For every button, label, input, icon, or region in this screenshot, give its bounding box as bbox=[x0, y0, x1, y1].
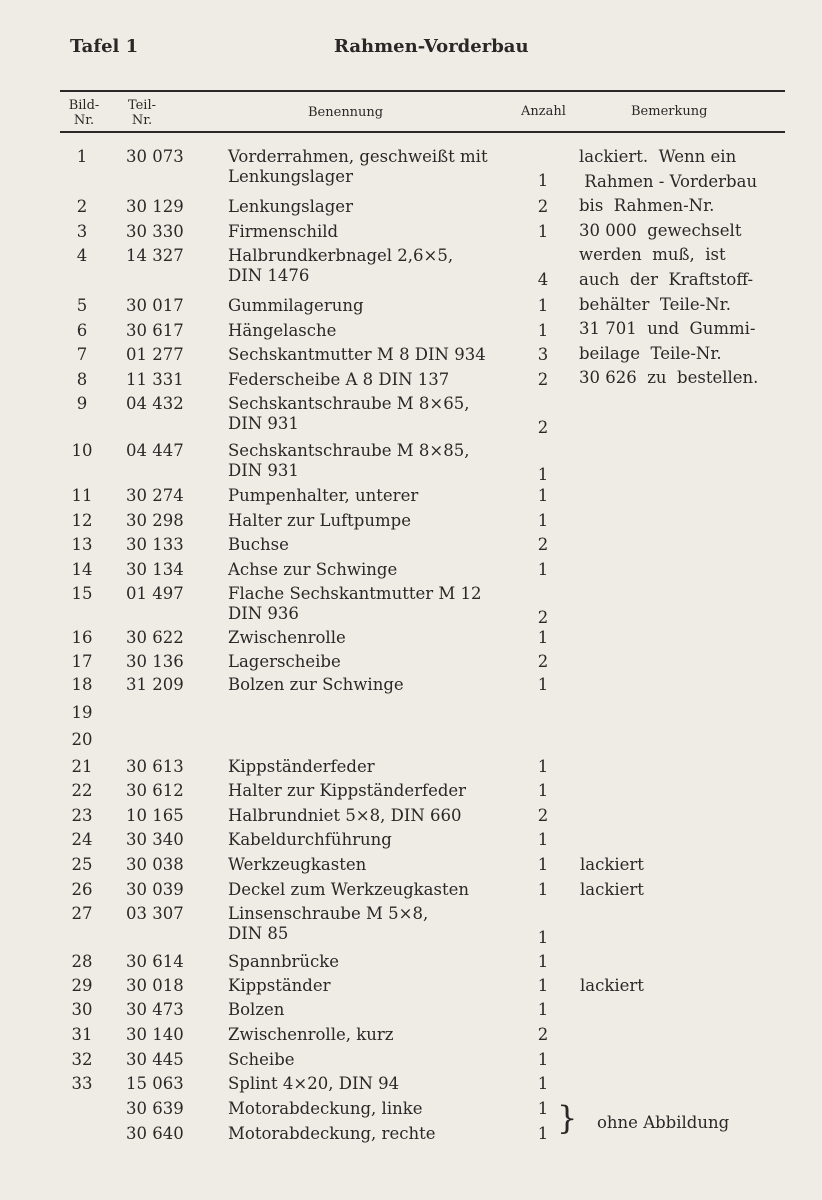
benennung-cell: Sechskantmutter M 8 DIN 934 bbox=[228, 345, 486, 364]
bild-nr-cell: 28 bbox=[71, 952, 93, 971]
remark-line: lackiert. Wenn ein bbox=[579, 147, 737, 166]
benennung-cell: Kabeldurchführung bbox=[228, 830, 392, 849]
anzahl-cell: 1 bbox=[537, 171, 549, 190]
benennung-cell: Deckel zum Werkzeugkasten bbox=[228, 880, 469, 899]
anzahl-cell: 1 bbox=[537, 296, 549, 315]
anzahl-cell: 1 bbox=[537, 1050, 549, 1069]
anzahl-cell: 2 bbox=[537, 535, 549, 554]
remark-line: Rahmen - Vorderbau bbox=[579, 171, 758, 191]
bild-nr-cell: 17 bbox=[71, 652, 93, 671]
anzahl-cell: 1 bbox=[537, 928, 549, 947]
anzahl-cell: 1 bbox=[537, 1074, 549, 1093]
bild-nr-cell: 5 bbox=[76, 296, 88, 315]
benennung-cell: Achse zur Schwinge bbox=[228, 560, 398, 579]
anzahl-cell: 1 bbox=[537, 880, 549, 899]
remark-line: 31 701 und Gummi- bbox=[579, 319, 756, 339]
bild-nr-cell: 12 bbox=[71, 511, 93, 530]
bild-nr-cell: 31 bbox=[71, 1025, 93, 1044]
teil-nr-cell: 30 298 bbox=[126, 511, 184, 530]
bild-nr-cell: 32 bbox=[71, 1050, 93, 1069]
bemerkung-cell: lackiert bbox=[580, 976, 644, 995]
bild-nr-cell: 9 bbox=[76, 394, 88, 413]
teil-nr-cell: 30 129 bbox=[126, 197, 184, 216]
remark-line: 30 626 zu bestellen. bbox=[579, 368, 759, 388]
bild-nr-cell: 14 bbox=[71, 560, 93, 579]
column-header-bemerkung: Bemerkung bbox=[631, 104, 708, 119]
benennung-cell: Vorderrahmen, geschweißt mit Lenkungslager bbox=[228, 147, 488, 186]
teil-nr-cell: 30 330 bbox=[126, 222, 184, 241]
benennung-cell: Motorabdeckung, linke bbox=[228, 1099, 423, 1118]
anzahl-cell: 1 bbox=[537, 1000, 549, 1019]
bild-nr-cell: 4 bbox=[76, 246, 88, 265]
anzahl-cell: 1 bbox=[537, 486, 549, 505]
bild-nr-cell: 23 bbox=[71, 806, 93, 825]
teil-nr-cell: 30 133 bbox=[126, 535, 184, 554]
benennung-cell: Splint 4×20, DIN 94 bbox=[228, 1074, 400, 1093]
bild-nr-cell: 30 bbox=[71, 1000, 93, 1019]
benennung-cell: Pumpenhalter, unterer bbox=[228, 486, 419, 505]
bild-nr-cell: 11 bbox=[71, 486, 93, 505]
teil-nr-cell: 30 473 bbox=[126, 1000, 184, 1019]
teil-nr-cell: 10 165 bbox=[126, 806, 184, 825]
anzahl-cell: 2 bbox=[537, 806, 549, 825]
teil-nr-cell: 30 140 bbox=[126, 1025, 184, 1044]
bild-nr-cell: 20 bbox=[71, 730, 93, 749]
anzahl-cell: 1 bbox=[537, 781, 549, 800]
teil-nr-cell: 30 445 bbox=[126, 1050, 184, 1069]
anzahl-cell: 4 bbox=[537, 270, 549, 289]
anzahl-cell: 1 bbox=[537, 675, 549, 694]
bild-nr-cell: 3 bbox=[76, 222, 88, 241]
bild-nr-cell: 15 bbox=[71, 584, 93, 603]
benennung-cell: Bolzen bbox=[228, 1000, 285, 1019]
column-header-teil: Teil- Nr. bbox=[127, 98, 157, 128]
anzahl-cell: 2 bbox=[537, 370, 549, 389]
benennung-cell: Flache Sechskantmutter M 12 DIN 936 bbox=[228, 584, 482, 623]
remark-line: beilage Teile-Nr. bbox=[579, 343, 722, 363]
benennung-cell: Sechskantschraube M 8×65, DIN 931 bbox=[228, 394, 470, 433]
benennung-cell: Halbrundkerbnagel 2,6×5, DIN 1476 bbox=[228, 246, 454, 285]
bild-nr-cell: 24 bbox=[71, 830, 93, 849]
teil-nr-cell: 04 447 bbox=[126, 441, 184, 460]
bild-nr-cell: 22 bbox=[71, 781, 93, 800]
benennung-cell: Spannbrücke bbox=[228, 952, 340, 971]
benennung-cell: Halbrundniet 5×8, DIN 660 bbox=[228, 806, 462, 825]
teil-nr-cell: 30 038 bbox=[126, 855, 184, 874]
column-header-bild: Bild- Nr. bbox=[68, 98, 100, 128]
benennung-cell: Zwischenrolle bbox=[228, 628, 346, 647]
bild-nr-cell: 10 bbox=[71, 441, 93, 460]
benennung-cell: Zwischenrolle, kurz bbox=[228, 1025, 394, 1044]
bild-nr-cell: 7 bbox=[76, 345, 88, 364]
benennung-cell: Bolzen zur Schwinge bbox=[228, 675, 404, 694]
teil-nr-cell: 30 039 bbox=[126, 880, 184, 899]
benennung-cell: Halter zur Kippständerfeder bbox=[228, 781, 467, 800]
column-header-benennung: Benennung bbox=[308, 105, 384, 120]
teil-nr-cell: 30 613 bbox=[126, 757, 184, 776]
bild-nr-cell: 19 bbox=[71, 703, 93, 722]
teil-nr-cell: 30 340 bbox=[126, 830, 184, 849]
anzahl-cell: 2 bbox=[537, 418, 549, 437]
teil-nr-cell: 01 277 bbox=[126, 345, 184, 364]
benennung-cell: Scheibe bbox=[228, 1050, 295, 1069]
bild-nr-cell: 33 bbox=[71, 1074, 93, 1093]
remark-line: werden muß, ist bbox=[579, 245, 726, 265]
anzahl-cell: 1 bbox=[537, 976, 549, 995]
remark-line: bis Rahmen-Nr. bbox=[579, 196, 715, 216]
benennung-cell: Gummilagerung bbox=[228, 296, 364, 315]
benennung-cell: Linsenschraube M 5×8, DIN 85 bbox=[228, 904, 429, 943]
benennung-cell: Lagerscheibe bbox=[228, 652, 341, 671]
anzahl-cell: 2 bbox=[537, 652, 549, 671]
bild-nr-cell: 13 bbox=[71, 535, 93, 554]
teil-nr-cell: 30 622 bbox=[126, 628, 184, 647]
bild-nr-cell: 1 bbox=[76, 147, 88, 166]
teil-nr-cell: 30 136 bbox=[126, 652, 184, 671]
benennung-cell: Kippständerfeder bbox=[228, 757, 375, 776]
benennung-cell: Firmenschild bbox=[228, 222, 339, 241]
teil-nr-cell: 30 017 bbox=[126, 296, 184, 315]
teil-nr-cell: 31 209 bbox=[126, 675, 184, 694]
bemerkung-cell: lackiert bbox=[580, 880, 644, 899]
teil-nr-cell: 30 617 bbox=[126, 321, 184, 340]
anzahl-cell: 1 bbox=[537, 952, 549, 971]
remark-line: 30 000 gewechselt bbox=[579, 220, 742, 240]
anzahl-cell: 2 bbox=[537, 197, 549, 216]
header-rule-top bbox=[60, 90, 785, 92]
page-title: Rahmen-Vorderbau bbox=[334, 36, 529, 57]
header-rule-bottom bbox=[60, 131, 785, 133]
bracket-note: ohne Abbildung bbox=[597, 1113, 730, 1132]
bild-nr-cell: 18 bbox=[71, 675, 93, 694]
teil-nr-cell: 04 432 bbox=[126, 394, 184, 413]
benennung-cell: Federscheibe A 8 DIN 137 bbox=[228, 370, 450, 389]
teil-nr-cell: 30 073 bbox=[126, 147, 184, 166]
plate-number: Tafel 1 bbox=[70, 36, 139, 57]
anzahl-cell: 1 bbox=[537, 855, 549, 874]
anzahl-cell: 3 bbox=[537, 345, 549, 364]
benennung-cell: Motorabdeckung, rechte bbox=[228, 1124, 436, 1143]
column-header-anzahl: Anzahl bbox=[521, 104, 566, 119]
bild-nr-cell: 8 bbox=[76, 370, 88, 389]
teil-nr-cell: 30 134 bbox=[126, 560, 184, 579]
anzahl-cell: 1 bbox=[537, 628, 549, 647]
anzahl-cell: 1 bbox=[537, 511, 549, 530]
teil-nr-cell: 03 307 bbox=[126, 904, 184, 923]
bild-nr-cell: 16 bbox=[71, 628, 93, 647]
bild-nr-cell: 27 bbox=[71, 904, 93, 923]
teil-nr-cell: 30 612 bbox=[126, 781, 184, 800]
anzahl-cell: 2 bbox=[537, 1025, 549, 1044]
anzahl-cell: 1 bbox=[537, 830, 549, 849]
anzahl-cell: 1 bbox=[537, 757, 549, 776]
bild-nr-cell: 29 bbox=[71, 976, 93, 995]
anzahl-cell: 2 bbox=[537, 608, 549, 627]
benennung-cell: Hängelasche bbox=[228, 321, 337, 340]
teil-nr-cell: 11 331 bbox=[126, 370, 184, 389]
bild-nr-cell: 21 bbox=[71, 757, 93, 776]
bild-nr-cell: 25 bbox=[71, 855, 93, 874]
brace-mark: } bbox=[557, 1099, 578, 1137]
teil-nr-cell: 15 063 bbox=[126, 1074, 184, 1093]
anzahl-cell: 1 bbox=[537, 321, 549, 340]
anzahl-cell: 1 bbox=[537, 222, 549, 241]
benennung-cell: Werkzeugkasten bbox=[228, 855, 367, 874]
bild-nr-cell: 26 bbox=[71, 880, 93, 899]
anzahl-cell: 1 bbox=[537, 1124, 549, 1143]
bild-nr-cell: 6 bbox=[76, 321, 88, 340]
teil-nr-cell: 01 497 bbox=[126, 584, 184, 603]
teil-nr-cell: 30 639 bbox=[126, 1099, 184, 1118]
anzahl-cell: 1 bbox=[537, 465, 549, 484]
bemerkung-cell: lackiert bbox=[580, 855, 644, 874]
benennung-cell: Sechskantschraube M 8×85, DIN 931 bbox=[228, 441, 470, 480]
remark-line: behälter Teile-Nr. bbox=[579, 294, 731, 314]
remark-line: auch der Kraftstoff- bbox=[579, 269, 754, 289]
bild-nr-cell: 2 bbox=[76, 197, 88, 216]
teil-nr-cell: 30 018 bbox=[126, 976, 184, 995]
teil-nr-cell: 30 274 bbox=[126, 486, 184, 505]
anzahl-cell: 1 bbox=[537, 560, 549, 579]
teil-nr-cell: 30 640 bbox=[126, 1124, 184, 1143]
benennung-cell: Kippständer bbox=[228, 976, 331, 995]
teil-nr-cell: 14 327 bbox=[126, 246, 184, 265]
benennung-cell: Halter zur Luftpumpe bbox=[228, 511, 411, 530]
teil-nr-cell: 30 614 bbox=[126, 952, 184, 971]
anzahl-cell: 1 bbox=[537, 1099, 549, 1118]
benennung-cell: Buchse bbox=[228, 535, 289, 554]
remark-block bbox=[579, 145, 758, 391]
benennung-cell: Lenkungslager bbox=[228, 197, 353, 216]
